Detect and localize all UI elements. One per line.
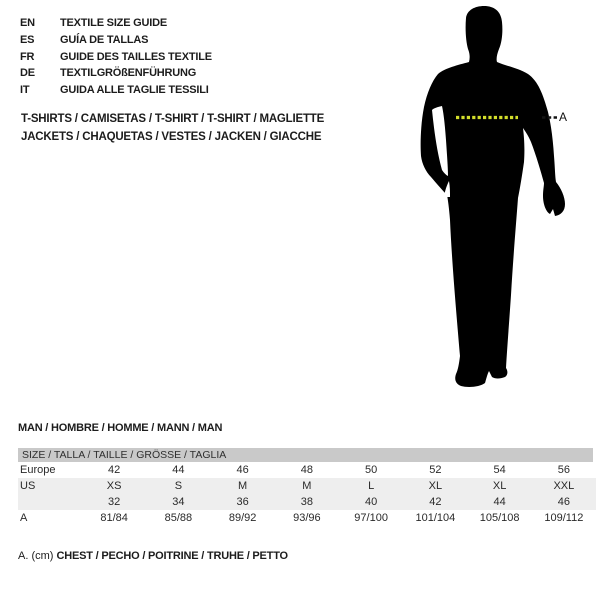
- size-table-header: SIZE / TALLA / TAILLE / GRÖSSE / TAGLIA: [18, 448, 593, 462]
- size-cell: 93/96: [293, 512, 321, 524]
- size-cell: 40: [365, 496, 378, 508]
- table-row-europe: [18, 462, 596, 478]
- size-cell: 46: [236, 464, 249, 476]
- size-cell: 85/88: [164, 512, 193, 524]
- category-jackets: JACKETS / CHAQUETAS / VESTES / JACKEN / GIACCHE: [21, 130, 322, 143]
- size-cell: 32: [108, 496, 121, 508]
- row-label: A: [20, 512, 28, 524]
- language-code: DE: [20, 67, 35, 80]
- size-cell: S: [174, 480, 183, 492]
- language-label: TEXTILGRÖßENFÜHRUNG: [60, 67, 197, 80]
- language-row: [20, 15, 212, 32]
- language-code: EN: [20, 17, 35, 29]
- language-label: GUIDA ALLE TAGLIE TESSILI: [60, 84, 209, 97]
- size-cell: M: [238, 480, 248, 492]
- measurement-label-a: A: [559, 110, 568, 124]
- size-cell: 42: [108, 464, 121, 476]
- language-row: [20, 49, 212, 66]
- language-title-list: [20, 15, 212, 99]
- footnote-prefix: A. (cm): [18, 550, 57, 562]
- size-cell: 34: [172, 496, 185, 508]
- language-label: GUÍA DE TALLAS: [60, 33, 149, 46]
- language-label: TEXTILE SIZE GUIDE: [60, 17, 168, 29]
- language-row: [20, 82, 212, 99]
- size-cell: 97/100: [354, 512, 388, 524]
- language-code: IT: [20, 84, 30, 97]
- size-cell: 105/108: [479, 512, 520, 524]
- size-cell: 44: [493, 496, 506, 508]
- size-cell: 56: [557, 464, 570, 476]
- size-cell: 54: [493, 464, 506, 476]
- size-table: [18, 448, 596, 526]
- man-silhouette: [421, 6, 568, 387]
- size-cell: 48: [300, 464, 313, 476]
- size-cell: 109/112: [544, 512, 584, 524]
- size-cell: 36: [236, 496, 249, 508]
- category-tshirts: T-SHIRTS / CAMISETAS / T-SHIRT / T-SHIRT / MAGLIETTE: [21, 113, 325, 125]
- size-cell: 81/84: [100, 512, 128, 524]
- table-row-us: [18, 478, 596, 494]
- section-title-man: MAN / HOMBRE / HOMME / MANN / MAN: [18, 422, 223, 434]
- footnote-text: CHEST / PECHO / POITRINE / TRUHE / PETTO: [56, 550, 288, 562]
- row-label: US: [20, 480, 36, 492]
- size-cell: 101/104: [415, 512, 456, 524]
- size-cell: XL: [492, 480, 507, 492]
- size-cell: L: [368, 480, 375, 492]
- language-row: [20, 32, 212, 49]
- language-code: ES: [20, 33, 35, 46]
- size-cell: 89/92: [228, 512, 257, 524]
- language-code: FR: [20, 50, 35, 63]
- size-cell: 52: [429, 464, 442, 476]
- chest-measure-footnote: [18, 549, 288, 563]
- size-cell: 38: [300, 496, 313, 508]
- size-cell: XXL: [553, 480, 575, 492]
- table-row-chest-a: [18, 510, 596, 526]
- size-cell: 50: [365, 464, 378, 476]
- size-cell: XS: [106, 480, 122, 492]
- size-cell: 46: [557, 496, 570, 508]
- table-row-numeric: [18, 494, 596, 510]
- language-label: GUIDE DES TAILLES TEXTILE: [60, 50, 212, 63]
- size-cell: M: [302, 480, 312, 492]
- garment-categories: [21, 111, 324, 146]
- size-cell: 44: [172, 464, 185, 476]
- size-cell: 42: [429, 496, 442, 508]
- size-cell: XL: [428, 480, 443, 492]
- language-row: [20, 65, 212, 82]
- man-silhouette-figure: [400, 0, 600, 400]
- row-label: Europe: [20, 464, 56, 476]
